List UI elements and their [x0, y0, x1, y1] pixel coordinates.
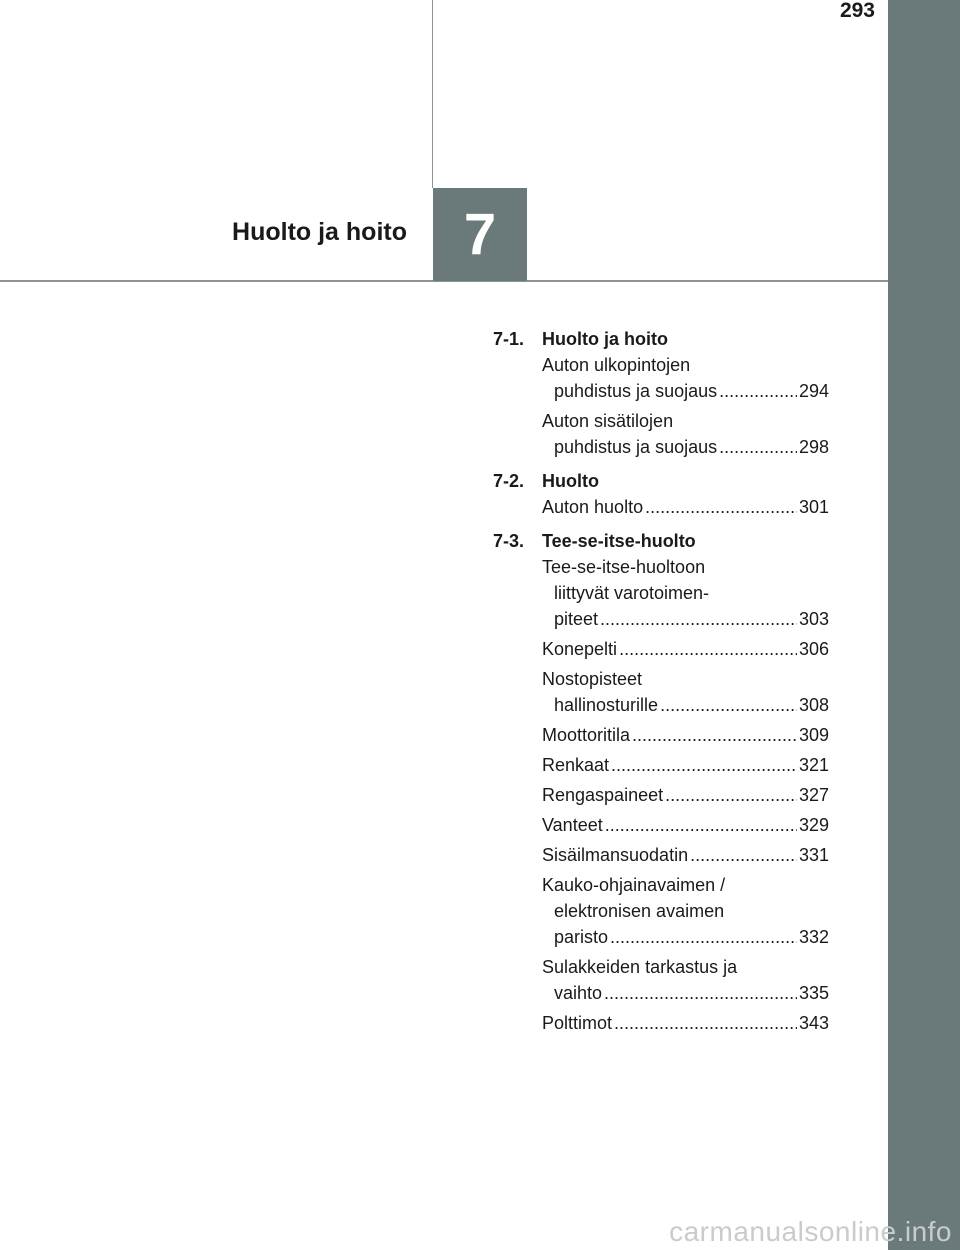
- section-number: 7-3.: [493, 531, 525, 551]
- entry-page-number: 303: [798, 609, 829, 629]
- entry-page-number: 335: [798, 983, 829, 1003]
- entry-text: puhdistus ja suojaus: [554, 437, 718, 457]
- leader-dots: [719, 434, 797, 460]
- toc-section: [493, 468, 829, 520]
- entry-page-number: 331: [798, 845, 829, 865]
- leader-dots: [605, 812, 797, 838]
- toc-entry[interactable]: [542, 842, 829, 868]
- chapter-title: Huolto ja hoito: [232, 218, 407, 246]
- leader-dots: [645, 494, 797, 520]
- toc-entry[interactable]: [542, 666, 829, 718]
- section-heading[interactable]: [493, 326, 829, 352]
- entry-text: elektronisen avaimen: [554, 901, 725, 921]
- header-vertical-rule: [432, 0, 433, 188]
- toc-section: [493, 528, 829, 1036]
- entry-page-number: 332: [798, 927, 829, 947]
- toc-entry[interactable]: [542, 954, 829, 1006]
- entry-text: Konepelti: [542, 639, 618, 659]
- entry-page-number: 343: [798, 1013, 829, 1033]
- entry-text: Rengaspaineet: [542, 785, 664, 805]
- entry-page-number: 327: [798, 785, 829, 805]
- entry-text: Auton huolto: [542, 497, 644, 517]
- entry-text: vaihto: [554, 983, 603, 1003]
- entry-page-number: 308: [798, 695, 829, 715]
- entry-text: puhdistus ja suojaus: [554, 381, 718, 401]
- leader-dots: [614, 1010, 797, 1036]
- chapter-number: 7: [463, 202, 497, 267]
- watermark: carmanualsonline.info: [669, 1216, 952, 1247]
- section-number: 7-1.: [493, 329, 525, 349]
- toc-entry[interactable]: [542, 1010, 829, 1036]
- entry-text: Sulakkeiden tarkastus ja: [542, 957, 738, 977]
- page-number: 293: [839, 0, 875, 22]
- toc-entry[interactable]: [542, 752, 829, 778]
- entry-page-number: 329: [798, 815, 829, 835]
- leader-dots: [610, 924, 797, 950]
- toc-entry[interactable]: [542, 554, 829, 632]
- leader-dots: [604, 980, 797, 1006]
- entry-text: Sisäilmansuodatin: [542, 845, 689, 865]
- entry-page-number: 294: [798, 381, 829, 401]
- toc-entry[interactable]: [542, 782, 829, 808]
- section-title: Huolto ja hoito: [542, 329, 668, 349]
- toc-entry[interactable]: [542, 872, 829, 950]
- toc-section: [493, 326, 829, 460]
- chapter-side-band: [888, 0, 960, 1250]
- leader-dots: [619, 636, 797, 662]
- entry-text: Vanteet: [542, 815, 603, 835]
- section-title: Huolto: [542, 471, 599, 491]
- entry-page-number: 301: [798, 497, 829, 517]
- toc-entry[interactable]: [542, 494, 829, 520]
- leader-dots: [665, 782, 797, 808]
- entry-text: Kauko-ohjainavaimen /: [542, 875, 726, 895]
- leader-dots: [690, 842, 797, 868]
- entry-text: Moottoritila: [542, 725, 631, 745]
- section-heading[interactable]: [493, 468, 829, 494]
- chapter-number-box: [433, 188, 527, 281]
- entry-text: Nostopisteet: [542, 669, 643, 689]
- toc-entry[interactable]: [542, 722, 829, 748]
- entry-page-number: 309: [798, 725, 829, 745]
- toc-entry[interactable]: [542, 636, 829, 662]
- section-number: 7-2.: [493, 471, 525, 491]
- leader-dots: [660, 692, 797, 718]
- entry-page-number: 298: [798, 437, 829, 457]
- entry-text: Tee-se-itse-huoltoon: [542, 557, 706, 577]
- section-title: Tee-se-itse-huolto: [542, 531, 696, 551]
- entry-page-number: 321: [798, 755, 829, 775]
- toc-entry[interactable]: [542, 352, 829, 404]
- table-of-contents: [493, 326, 829, 1044]
- entry-text: piteet: [554, 609, 599, 629]
- entry-text: liittyvät varotoimen-: [554, 583, 710, 603]
- entry-text: Polttimot: [542, 1013, 613, 1033]
- entry-text: paristo: [554, 927, 609, 947]
- section-heading[interactable]: [493, 528, 829, 554]
- entry-text: Auton sisätilojen: [542, 411, 674, 431]
- entry-page-number: 306: [798, 639, 829, 659]
- entry-text: Auton ulkopintojen: [542, 355, 691, 375]
- leader-dots: [632, 722, 797, 748]
- toc-entry[interactable]: [542, 812, 829, 838]
- entry-text: Renkaat: [542, 755, 610, 775]
- entry-text: hallinosturille: [554, 695, 659, 715]
- leader-dots: [611, 752, 797, 778]
- leader-dots: [600, 606, 797, 632]
- leader-dots: [719, 378, 797, 404]
- toc-entry[interactable]: [542, 408, 829, 460]
